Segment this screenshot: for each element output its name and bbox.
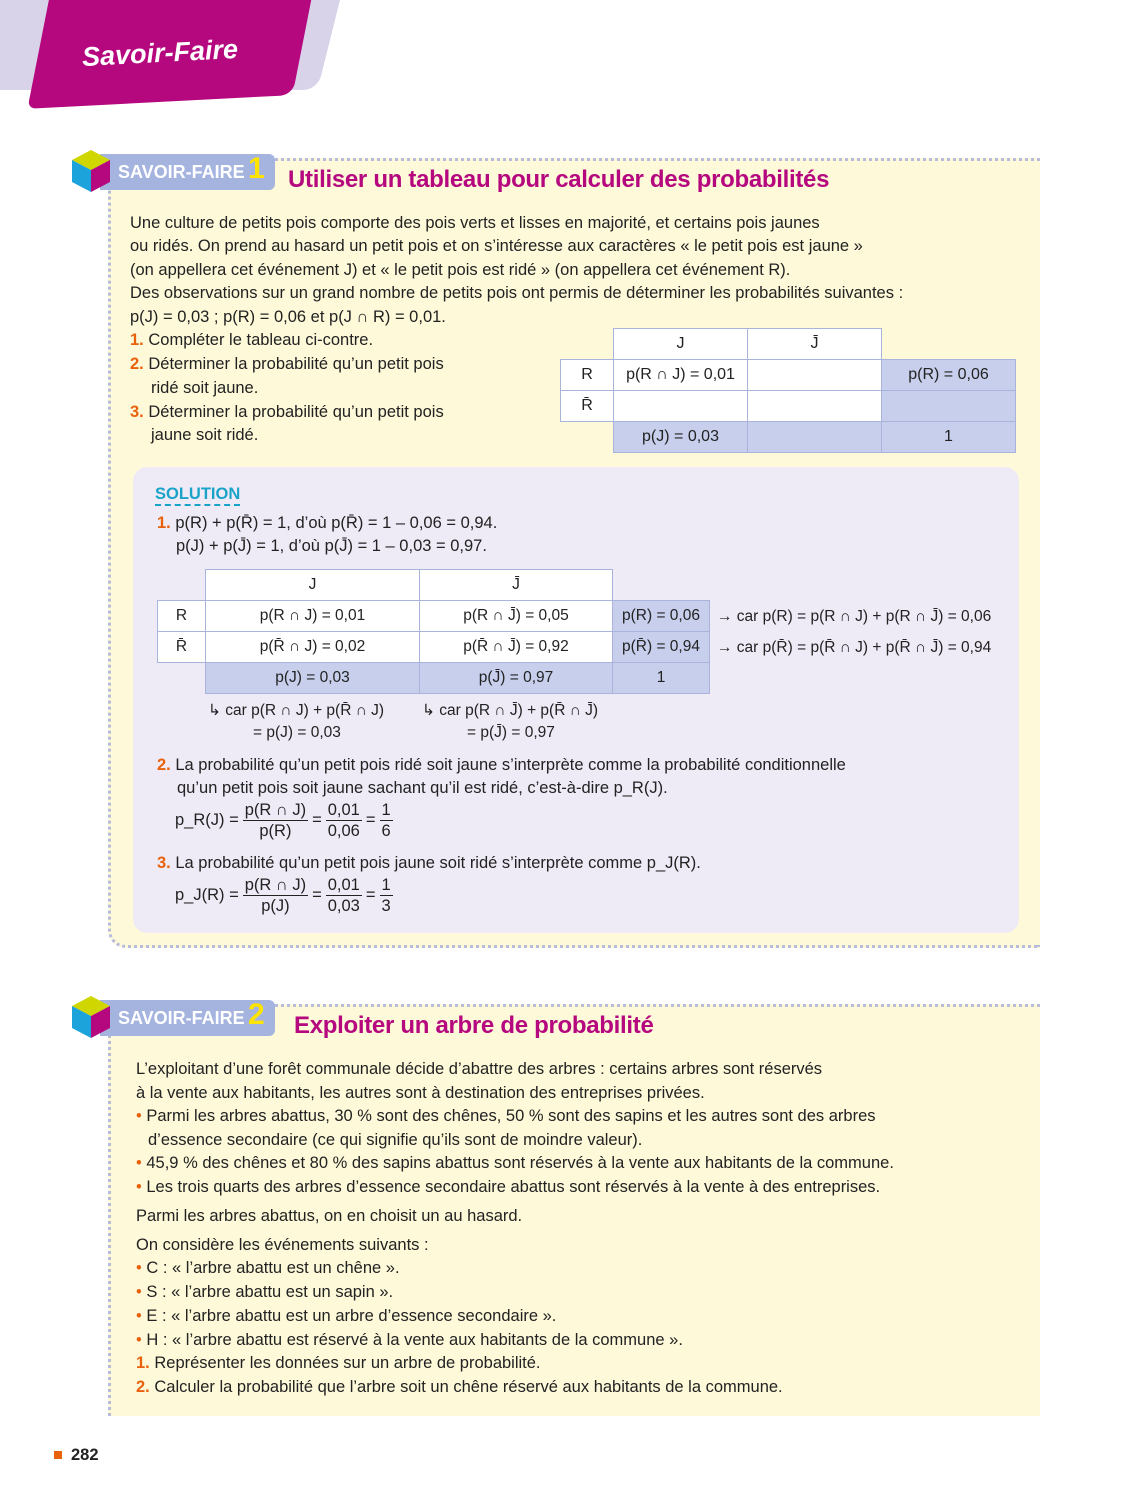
- bullet: •: [136, 1283, 142, 1301]
- text-line: [136, 1306, 556, 1326]
- step-number: 1.: [157, 514, 171, 532]
- numerator: 1: [381, 801, 391, 819]
- table-note: ↳ car p(R ∩ J) + p(R̄ ∩ J): [208, 702, 385, 719]
- col-header: J: [206, 570, 420, 601]
- table-cell: p(J) = 0,03: [614, 422, 748, 453]
- line-text: H : « l’arbre abattu est réservé à la vente aux habitants de la commune ».: [146, 1331, 683, 1349]
- table-cell: 1: [882, 422, 1016, 453]
- solution-2: [157, 755, 846, 775]
- intro-line: (on appellera cet événement J) et « le petit pois est ridé » (on appellera cet événement R).: [130, 261, 791, 279]
- page-marker-icon: [54, 1451, 62, 1459]
- formula-3: p_J(R) = $\frac{p(R \cap J)}{p(J)}$ = $\frac{0,01}{0,03}$ = $\frac{1}{3}$: [175, 876, 391, 915]
- sf1-tag: [100, 154, 275, 190]
- formula-lhs: p_R(J) =: [175, 810, 239, 829]
- sf1-number: 1: [248, 152, 265, 185]
- question-text: Déterminer la probabilité qu’un petit pois: [148, 355, 444, 373]
- question-number: 2.: [130, 355, 144, 373]
- table-note: = p(J̄) = 0,97: [467, 724, 555, 741]
- step-number: 3.: [157, 854, 171, 872]
- text-line: [148, 1130, 642, 1150]
- table-cell: p(R̄) = 0,94: [613, 632, 710, 663]
- bullet: •: [136, 1178, 142, 1196]
- line-text: Parmi les arbres abattus, on en choisit un au hasard.: [136, 1207, 523, 1225]
- line-text: Parmi les arbres abattus, 30 % sont des chênes, 50 % sont des sapins et les autres sont des arbres: [146, 1107, 876, 1125]
- banner-title: Savoir-Faire: [81, 33, 239, 73]
- text-line: [136, 1330, 683, 1350]
- line-text: On considère les événements suivants :: [136, 1236, 429, 1254]
- exercise-table: [560, 328, 1016, 453]
- col-header: J̄: [420, 570, 613, 601]
- table-cell: 1: [613, 663, 710, 694]
- sf2-title: Exploiter un arbre de probabilité: [294, 1012, 654, 1039]
- question-number: 1.: [136, 1354, 150, 1372]
- page-number: 282: [71, 1446, 99, 1464]
- table-cell: p(R̄ ∩ J) = 0,02: [206, 632, 420, 663]
- question-text: Compléter le tableau ci-contre.: [148, 331, 374, 349]
- solution-1: [157, 513, 497, 533]
- table-note: → car p(R̄) = p(R̄ ∩ J) + p(R̄ ∩ J̄) = 0,94: [717, 639, 992, 656]
- bullet: •: [136, 1259, 142, 1277]
- denominator: 6: [381, 822, 391, 840]
- line-text: à la vente aux habitants, les autres sont à destination des entreprises privées.: [136, 1084, 705, 1102]
- intro-line: ou ridés. On prend au hasard un petit pois et on s’intéresse aux caractères « le petit pois est jaune »: [130, 237, 863, 255]
- question-number: 2.: [136, 1378, 150, 1396]
- line-text: Calculer la probabilité que l’arbre soit un chêne réservé aux habitants de la commune.: [154, 1378, 783, 1396]
- step-text: La probabilité qu’un petit pois jaune soit ridé s’interprète comme p_J(R).: [175, 854, 701, 872]
- line-text: d’essence secondaire (ce qui signifie qu’ils sont de moindre valeur).: [148, 1131, 643, 1149]
- sf1-title: Utiliser un tableau pour calculer des probabilités: [288, 166, 830, 193]
- table-note: → car p(R) = p(R ∩ J) + p(R ∩ J̄) = 0,06: [717, 608, 992, 625]
- table-note: = p(J) = 0,03: [253, 724, 341, 741]
- text-line: [136, 1282, 393, 1302]
- line-text: E : « l’arbre abattu est un arbre d’essence secondaire ».: [146, 1307, 557, 1325]
- numerator: 0,01: [327, 801, 360, 819]
- step-text: p(J) + p(J̄) = 1, d’où p(J̄) = 1 – 0,03 = 0,97.: [176, 537, 487, 555]
- question-2: [130, 354, 444, 374]
- question-number: 1.: [130, 331, 144, 349]
- line-text: S : « l’arbre abattu est un sapin ».: [146, 1283, 394, 1301]
- text-line: [136, 1083, 705, 1103]
- sf2-tag-label: SAVOIR-FAIRE: [118, 1008, 245, 1028]
- step-text: p(R) + p(R̄) = 1, d’où p(R̄) = 1 – 0,06 = 0,94.: [175, 514, 498, 532]
- table-cell: p(R ∩ J) = 0,01: [614, 360, 748, 391]
- question-text: ridé soit jaune.: [151, 379, 259, 397]
- text-line: [136, 1206, 522, 1226]
- text-line: [136, 1235, 429, 1255]
- solution-3: [157, 853, 701, 873]
- line-text: C : « l’arbre abattu est un chêne ».: [146, 1259, 400, 1277]
- row-header: R̄: [158, 632, 206, 663]
- empty-cell: [882, 391, 1016, 422]
- formula-2: p_R(J) = $\frac{p(R \cap J)}{p(R)}$ = $\frac{0,01}{0,06}$ = $\frac{1}{6}$: [175, 801, 391, 840]
- sf1-tag-label: SAVOIR-FAIRE: [118, 162, 245, 182]
- denominator: p(J): [261, 897, 290, 915]
- question-text: Déterminer la probabilité qu’un petit pois: [148, 403, 444, 421]
- empty-cell: [748, 391, 882, 422]
- numerator: 0,01: [327, 876, 360, 894]
- sf2-tag: [100, 1000, 275, 1036]
- table-cell: p(J) = 0,03: [206, 663, 420, 694]
- bullet: •: [136, 1331, 142, 1349]
- question-1: [130, 330, 373, 350]
- row-header: R: [561, 360, 614, 391]
- table-cell: p(J̄) = 0,97: [420, 663, 613, 694]
- denominator: 0,03: [327, 897, 360, 915]
- text-line: [136, 1377, 783, 1397]
- empty-cell: [748, 422, 882, 453]
- denominator: p(R): [259, 822, 292, 840]
- question-text: jaune soit ridé.: [151, 426, 259, 444]
- row-header: R̄: [561, 391, 614, 422]
- numerator: p(R ∩ J): [244, 876, 307, 894]
- line-text: 45,9 % des chênes et 80 % des sapins abattus sont réservés à la vente aux habitants de la commune.: [146, 1154, 894, 1172]
- text-line: [136, 1353, 541, 1373]
- line-text: Représenter les données sur un arbre de probabilité.: [154, 1354, 541, 1372]
- intro-line: Une culture de petits pois comporte des pois verts et lisses en majorité, et certains pois jaunes: [130, 214, 820, 232]
- row-header: R: [158, 601, 206, 632]
- text-line: [136, 1258, 400, 1278]
- table-cell: p(R) = 0,06: [613, 601, 710, 632]
- table-cell: p(R̄ ∩ J̄) = 0,92: [420, 632, 613, 663]
- denominator: 3: [381, 897, 391, 915]
- step-number: 2.: [157, 756, 171, 774]
- cube-icon: [72, 150, 110, 192]
- text-line: [136, 1153, 894, 1173]
- col-header: J: [614, 329, 748, 360]
- sf2-number: 2: [248, 998, 265, 1031]
- numerator: p(R ∩ J): [244, 801, 307, 819]
- bullet: •: [136, 1307, 142, 1325]
- table-cell: p(R ∩ J̄) = 0,05: [420, 601, 613, 632]
- empty-cell: [614, 391, 748, 422]
- numerator: 1: [381, 876, 391, 894]
- solution-table: [157, 569, 710, 694]
- step-text: qu’un petit pois soit jaune sachant qu’il est ridé, c’est-à-dire p_R(J).: [177, 779, 668, 797]
- step-text: La probabilité qu’un petit pois ridé soit jaune s’interprète comme la probabilité conditionnelle: [175, 756, 846, 774]
- text-line: [136, 1106, 876, 1126]
- cube-icon: [72, 996, 110, 1038]
- table-note: ↳ car p(R ∩ J̄) + p(R̄ ∩ J̄): [422, 702, 599, 719]
- table-cell: p(R) = 0,06: [882, 360, 1016, 391]
- denominator: 0,06: [327, 822, 360, 840]
- question-number: 3.: [130, 403, 144, 421]
- line-text: Les trois quarts des arbres d’essence secondaire abattus sont réservés à la vente à des entreprises.: [146, 1178, 881, 1196]
- bullet: •: [136, 1107, 142, 1125]
- bullet: •: [136, 1154, 142, 1172]
- intro-line: Des observations sur un grand nombre de petits pois ont permis de déterminer les probabilités suivantes :: [130, 284, 904, 302]
- line-text: L’exploitant d’une forêt communale décide d’abattre des arbres : certains arbres sont réservés: [136, 1060, 823, 1078]
- table-cell: p(R ∩ J) = 0,01: [206, 601, 420, 632]
- solution-label: SOLUTION: [155, 484, 240, 506]
- intro-line: p(J) = 0,03 ; p(R) = 0,06 et p(J ∩ R) = 0,01.: [130, 308, 446, 326]
- formula-lhs: p_J(R) =: [175, 885, 239, 904]
- text-line: [136, 1059, 822, 1079]
- col-header: J̄: [748, 329, 882, 360]
- text-line: [136, 1177, 880, 1197]
- empty-cell: [748, 360, 882, 391]
- question-3: [130, 402, 444, 422]
